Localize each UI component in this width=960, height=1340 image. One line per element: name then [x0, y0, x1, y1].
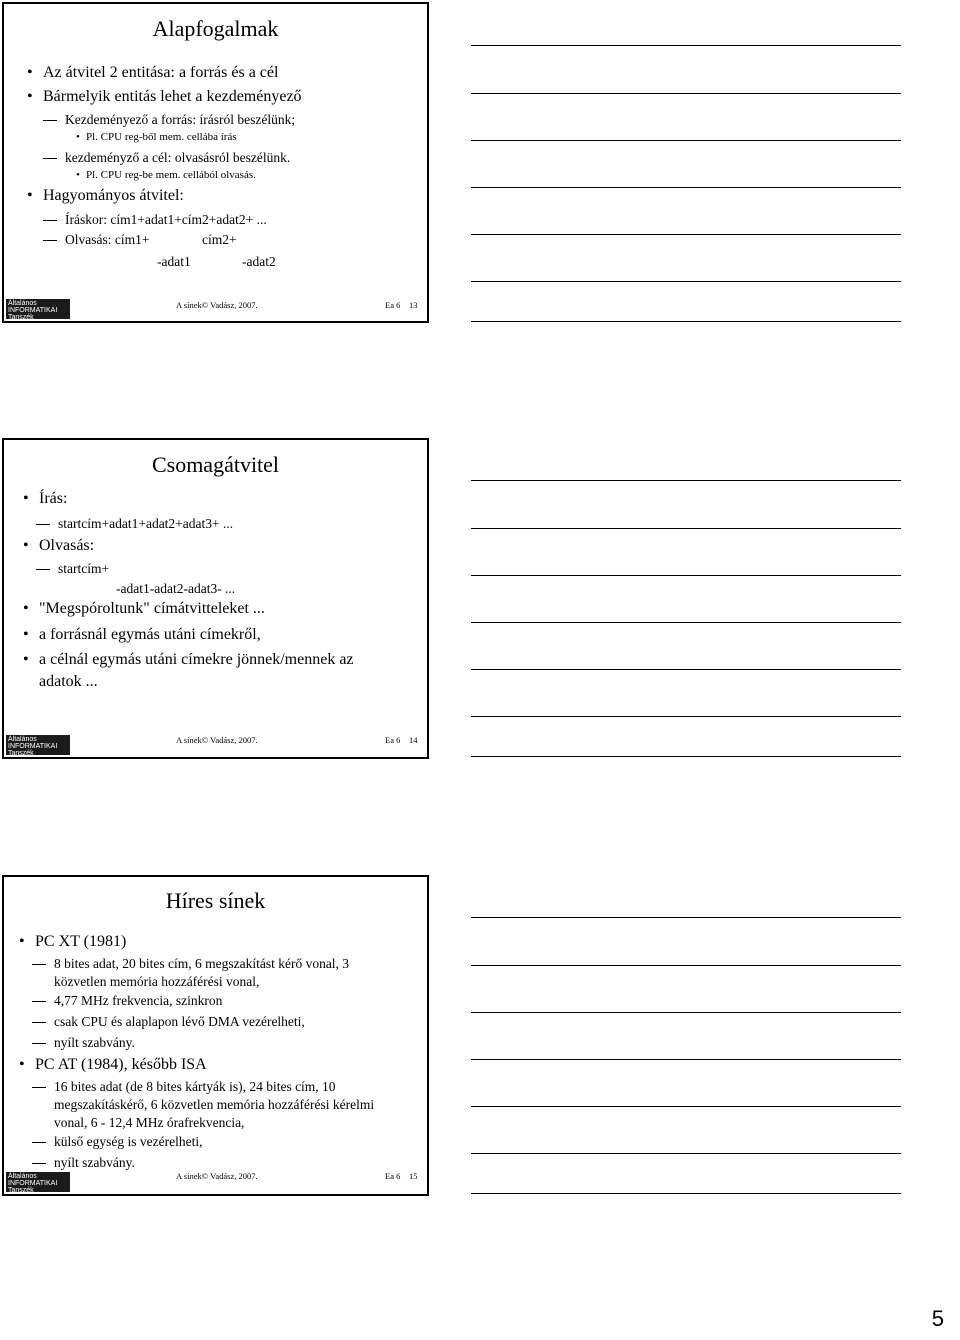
footer-lecture: Ea 6	[385, 300, 401, 310]
department-logo: Általános INFORMATIKAI Tanszék	[6, 299, 70, 319]
bullet-text: • Bármelyik entitás lehet a kezdeményező	[43, 88, 302, 106]
sub-bullet-text: Olvasás: cím1+	[65, 232, 150, 247]
sub-sub-bullet-text: • Pl. CPU reg-ből mem. cellába írás	[86, 131, 237, 143]
notes-line	[471, 1153, 901, 1154]
notes-line	[471, 140, 901, 141]
bullet-continuation: adatok ...	[39, 673, 98, 690]
slide-hires-sinek	[2, 875, 429, 1196]
sub-bullet-continuation: vonal, 6 - 12,4 MHz órafrekvencia,	[54, 1115, 245, 1130]
slide-number: 13	[409, 300, 418, 310]
slide-csomagatvitel	[2, 438, 429, 759]
sub-bullet-text: 8 bites adat, 20 bites cím, 6 megszakítást kérő vonal, 3	[54, 956, 350, 971]
notes-line	[471, 234, 901, 235]
notes-line	[471, 756, 901, 757]
notes-line	[471, 716, 901, 717]
data-text: -adat1-adat2-adat3- ...	[116, 581, 236, 596]
sub-bullet-text: 16 bites adat (de 8 bites kártyák is), 24 bites cím, 10	[54, 1079, 336, 1094]
sub-bullet-text: nyílt szabvány.	[54, 1155, 135, 1170]
department-logo: Általános INFORMATIKAI Tanszék	[6, 1172, 70, 1192]
department-logo: Általános INFORMATIKAI Tanszék	[6, 735, 70, 755]
sub-bullet-text: Íráskor: cím1+adat1+cím2+adat2+ ...	[65, 212, 267, 227]
notes-line	[471, 965, 901, 966]
bullet-text: • Hagyományos átvitel:	[43, 187, 184, 205]
data-text: -adat1	[157, 254, 191, 269]
page-number: 5	[931, 1306, 944, 1331]
slide-title: Csomagátvitel	[151, 452, 280, 477]
notes-line	[471, 321, 901, 322]
notes-line	[471, 1059, 901, 1060]
notes-line	[471, 480, 901, 481]
bullet-text: • "Megspóroltunk" címátvitteleket ...	[39, 600, 265, 618]
slide-title: Alapfogalmak	[152, 16, 279, 41]
data-text: -adat2	[242, 254, 276, 269]
notes-line	[471, 575, 901, 576]
bullet-text: • a célnál egymás utáni címekre jönnek/mennek az	[39, 651, 354, 669]
notes-line	[471, 93, 901, 94]
sub-bullet-continuation: közvetlen memória hozzáférési vonal,	[54, 974, 260, 989]
notes-line	[471, 1193, 901, 1194]
bullet-text: • Olvasás:	[39, 537, 94, 555]
footer-lecture: Ea 6	[385, 1171, 401, 1181]
address-text: cím2+	[202, 232, 237, 247]
sub-bullet-continuation: megszakításkérő, 6 közvetlen memória hozzáférési kérelmi	[54, 1097, 375, 1112]
bullet-text: • Írás:	[39, 490, 67, 508]
slide-number: 15	[409, 1171, 418, 1181]
sub-bullet-text: 4,77 MHz frekvencia, szinkron	[54, 993, 223, 1008]
bullet-text: • a forrásnál egymás utáni címekről,	[39, 626, 261, 644]
sub-bullet-text: külső egység is vezérelheti,	[54, 1134, 203, 1149]
notes-line	[471, 1106, 901, 1107]
footer-title: A sínek© Vadász, 2007.	[176, 1171, 258, 1181]
slide-title: Híres sínek	[165, 888, 266, 913]
sub-sub-bullet-text: • Pl. CPU reg-be mem. cellából olvasás.	[86, 169, 256, 181]
notes-line	[471, 1012, 901, 1013]
sub-bullet-text: kezdeményző a cél: olvasásról beszélünk.	[65, 150, 291, 165]
slide-alapfogalmak	[2, 2, 429, 323]
notes-line	[471, 45, 901, 46]
sub-bullet-text: startcím+adat1+adat2+adat3+ ...	[58, 516, 234, 531]
sub-bullet-text: nyílt szabvány.	[54, 1035, 135, 1050]
footer-title: A sínek© Vadász, 2007.	[176, 735, 258, 745]
slide-number: 14	[409, 735, 418, 745]
sub-bullet-text: csak CPU és alaplapon lévő DMA vezérelheti,	[54, 1014, 305, 1029]
bullet-text: • PC XT (1981)	[35, 933, 126, 951]
bullet-text: • PC AT (1984), később ISA	[35, 1056, 207, 1074]
notes-line	[471, 917, 901, 918]
footer-lecture: Ea 6	[385, 735, 401, 745]
bullet-text: • Az átvitel 2 entitása: a forrás és a cél	[43, 64, 278, 82]
sub-bullet-text: Kezdeményező a forrás: írásról beszélünk;	[65, 112, 296, 127]
notes-line	[471, 528, 901, 529]
notes-line	[471, 622, 901, 623]
sub-bullet-text: startcím+	[58, 561, 110, 576]
notes-line	[471, 281, 901, 282]
notes-line	[471, 669, 901, 670]
footer-title: A sínek© Vadász, 2007.	[176, 300, 258, 310]
notes-line	[471, 187, 901, 188]
